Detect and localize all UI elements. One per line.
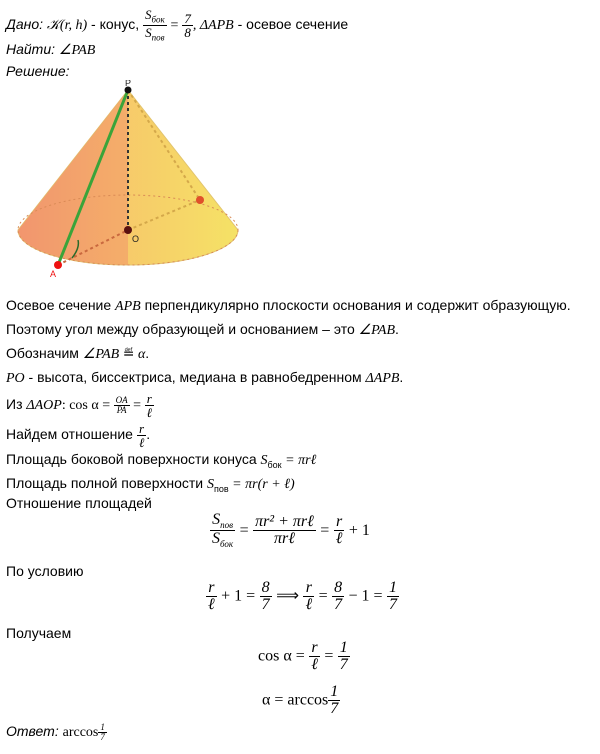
f2-c-den: ℓ [305, 596, 313, 613]
l6-a: Найдем отношение [6, 426, 137, 443]
f1-lhs [210, 512, 235, 549]
given-ratio [182, 12, 193, 39]
l6-den: ℓ [138, 435, 145, 450]
label-p: P [125, 80, 132, 88]
f3-eq: = [324, 647, 334, 665]
answer-text: arccos [62, 725, 99, 740]
l4-d: . [399, 369, 404, 385]
f2-d-den: 7 [334, 596, 343, 613]
s-pov: S [145, 24, 152, 40]
l7-sub: бок [267, 459, 282, 470]
find-line [6, 40, 95, 60]
f2-b-den: 7 [261, 596, 270, 613]
f1-lhs-den-sub: бок [220, 539, 234, 550]
f2-a-num: r [206, 580, 217, 597]
line-lateral-area [6, 450, 316, 474]
find-value: ∠PAB [58, 43, 96, 58]
given-label: Дано: [6, 15, 44, 32]
line-denote [6, 344, 149, 364]
f4-frac [328, 684, 340, 717]
f2-c [303, 580, 314, 613]
cone-figure [10, 80, 250, 280]
f1-mid-den: πrℓ [273, 530, 295, 548]
l4-a: PO [6, 371, 25, 386]
l2-c: . [395, 321, 399, 337]
f3-b-num: 1 [339, 639, 348, 656]
f4-den: 7 [330, 700, 339, 717]
l5-b: ΔAOP [26, 398, 62, 414]
f3-a-den: ℓ [311, 656, 318, 673]
given-line [6, 8, 348, 42]
f2-b-num: 8 [261, 579, 270, 596]
formula-area-ratio [210, 512, 370, 549]
f2-e [387, 580, 399, 613]
cos-frac-2 [145, 392, 154, 419]
l8-a: Площадь полной поверхности [6, 475, 207, 491]
f1-mid-num: πr² + πrℓ [255, 513, 314, 531]
f1-plus: + 1 [348, 521, 370, 539]
f2-arrow: ⟹ [276, 587, 300, 605]
f3-b [338, 640, 350, 673]
given-den: 8 [184, 24, 191, 40]
l1-b: APB [115, 299, 141, 314]
cone-left-shade [18, 90, 128, 265]
point-a [54, 261, 62, 269]
s-pov-sub: пов [151, 32, 165, 43]
l3-d: α [137, 347, 146, 362]
solution-label: Решение: [6, 63, 70, 79]
l1-a: Осевое сечение [6, 297, 116, 313]
given-eq: = [170, 17, 179, 33]
f1-lhs-num: S [212, 511, 221, 528]
cos-frac-1 [114, 396, 130, 415]
l2-b: ∠PAB [358, 323, 396, 338]
f2-e-num: 1 [389, 579, 398, 596]
l4-b: - высота, биссектриса, медиана в равнобедренном [24, 369, 366, 385]
l5-num1: OA [115, 395, 128, 405]
cone-notation: 𝒦(r, h) [46, 17, 88, 33]
answer-frac [98, 723, 107, 742]
l5-a: Из [6, 396, 27, 413]
f3-a [309, 640, 320, 673]
f2-d-minus: − 1 = [348, 587, 383, 605]
l8-sub: пов [214, 483, 229, 494]
cone-word: - конус, [91, 15, 140, 32]
answer-den: 7 [100, 731, 105, 742]
l3-b: ∠PAB [82, 347, 120, 362]
f2-d [332, 580, 344, 613]
answer-line [6, 722, 107, 742]
ratio-frac [137, 422, 146, 449]
area-ratio-fraction [143, 8, 167, 42]
formula-condition [206, 580, 399, 613]
label-a: A [50, 269, 57, 279]
line-po [6, 368, 403, 388]
f1-mid [253, 514, 316, 547]
f3-b-den: 7 [339, 656, 348, 673]
f2-a [206, 580, 217, 613]
l4-c: ΔAPB [365, 371, 400, 386]
l7-b: S [260, 453, 268, 468]
f1-eq2: = [320, 521, 330, 539]
line-cos [6, 392, 154, 419]
l5-den2: ℓ [146, 405, 152, 420]
l8-c: = πr(r + ℓ) [228, 477, 295, 492]
l7-a: Площадь боковой поверхности конуса [6, 451, 261, 467]
by-condition: По условию [6, 563, 84, 579]
point-o [124, 226, 132, 234]
f3-cos: cos α = [258, 647, 305, 665]
f2-c-num: r [303, 580, 314, 597]
point-b [196, 196, 204, 204]
f4-num: 1 [330, 683, 339, 700]
line-axial-section [6, 296, 571, 316]
f2-b [260, 580, 272, 613]
l3-e: . [145, 345, 150, 361]
line-angle [6, 320, 399, 340]
find-label: Найти: [6, 41, 56, 57]
f1-lhs-den: S [212, 530, 220, 548]
given-num: 7 [184, 10, 191, 26]
f1-lhs-num-sub: пов [220, 520, 234, 531]
l8-b: S [207, 477, 214, 492]
l5-num2: r [145, 392, 154, 406]
s-bok: S [145, 7, 152, 22]
label-o: O [132, 234, 140, 244]
s-bok-sub: бок [151, 14, 165, 25]
l6-num: r [137, 422, 146, 436]
f2-a-plus: + 1 = [221, 587, 256, 605]
l5-eq: = [129, 398, 145, 414]
we-get: Получаем [6, 625, 72, 641]
f1-r-den: ℓ [335, 530, 343, 548]
l1-c: перпендикулярно плоскости основания и содержит образующую. [140, 297, 571, 313]
answer-label: Ответ: [6, 723, 59, 739]
l3-c: ≝ [119, 347, 138, 362]
f3-a-num: r [309, 640, 320, 657]
f2-d-num: 8 [334, 579, 343, 596]
given-section: - осевое сечение [237, 15, 349, 32]
l7-c: = πrℓ [281, 453, 317, 468]
given-triangle: , ΔAPB [192, 17, 234, 33]
f1-r-num: r [334, 514, 345, 531]
f2-e-den: 7 [389, 596, 398, 613]
l5-den1: PA [116, 405, 127, 415]
f4-lhs: α = arccos [262, 691, 329, 709]
f1-r [334, 514, 345, 547]
l6-c: . [146, 426, 151, 443]
f2-a-den: ℓ [208, 596, 215, 613]
l3-a: Обозначим [6, 345, 83, 361]
f2-c-eq: = [318, 587, 328, 605]
formula-arccos [262, 684, 340, 717]
answer-num: 1 [100, 721, 105, 732]
f1-eq1: = [239, 521, 249, 539]
l5-c: : cos α = [61, 398, 114, 414]
line-area-ratio: Отношение площадей [6, 495, 152, 511]
formula-cos [258, 640, 350, 673]
line-ratio [6, 422, 150, 449]
l2-a: Поэтому угол между образующей и основанием – это [6, 321, 359, 337]
